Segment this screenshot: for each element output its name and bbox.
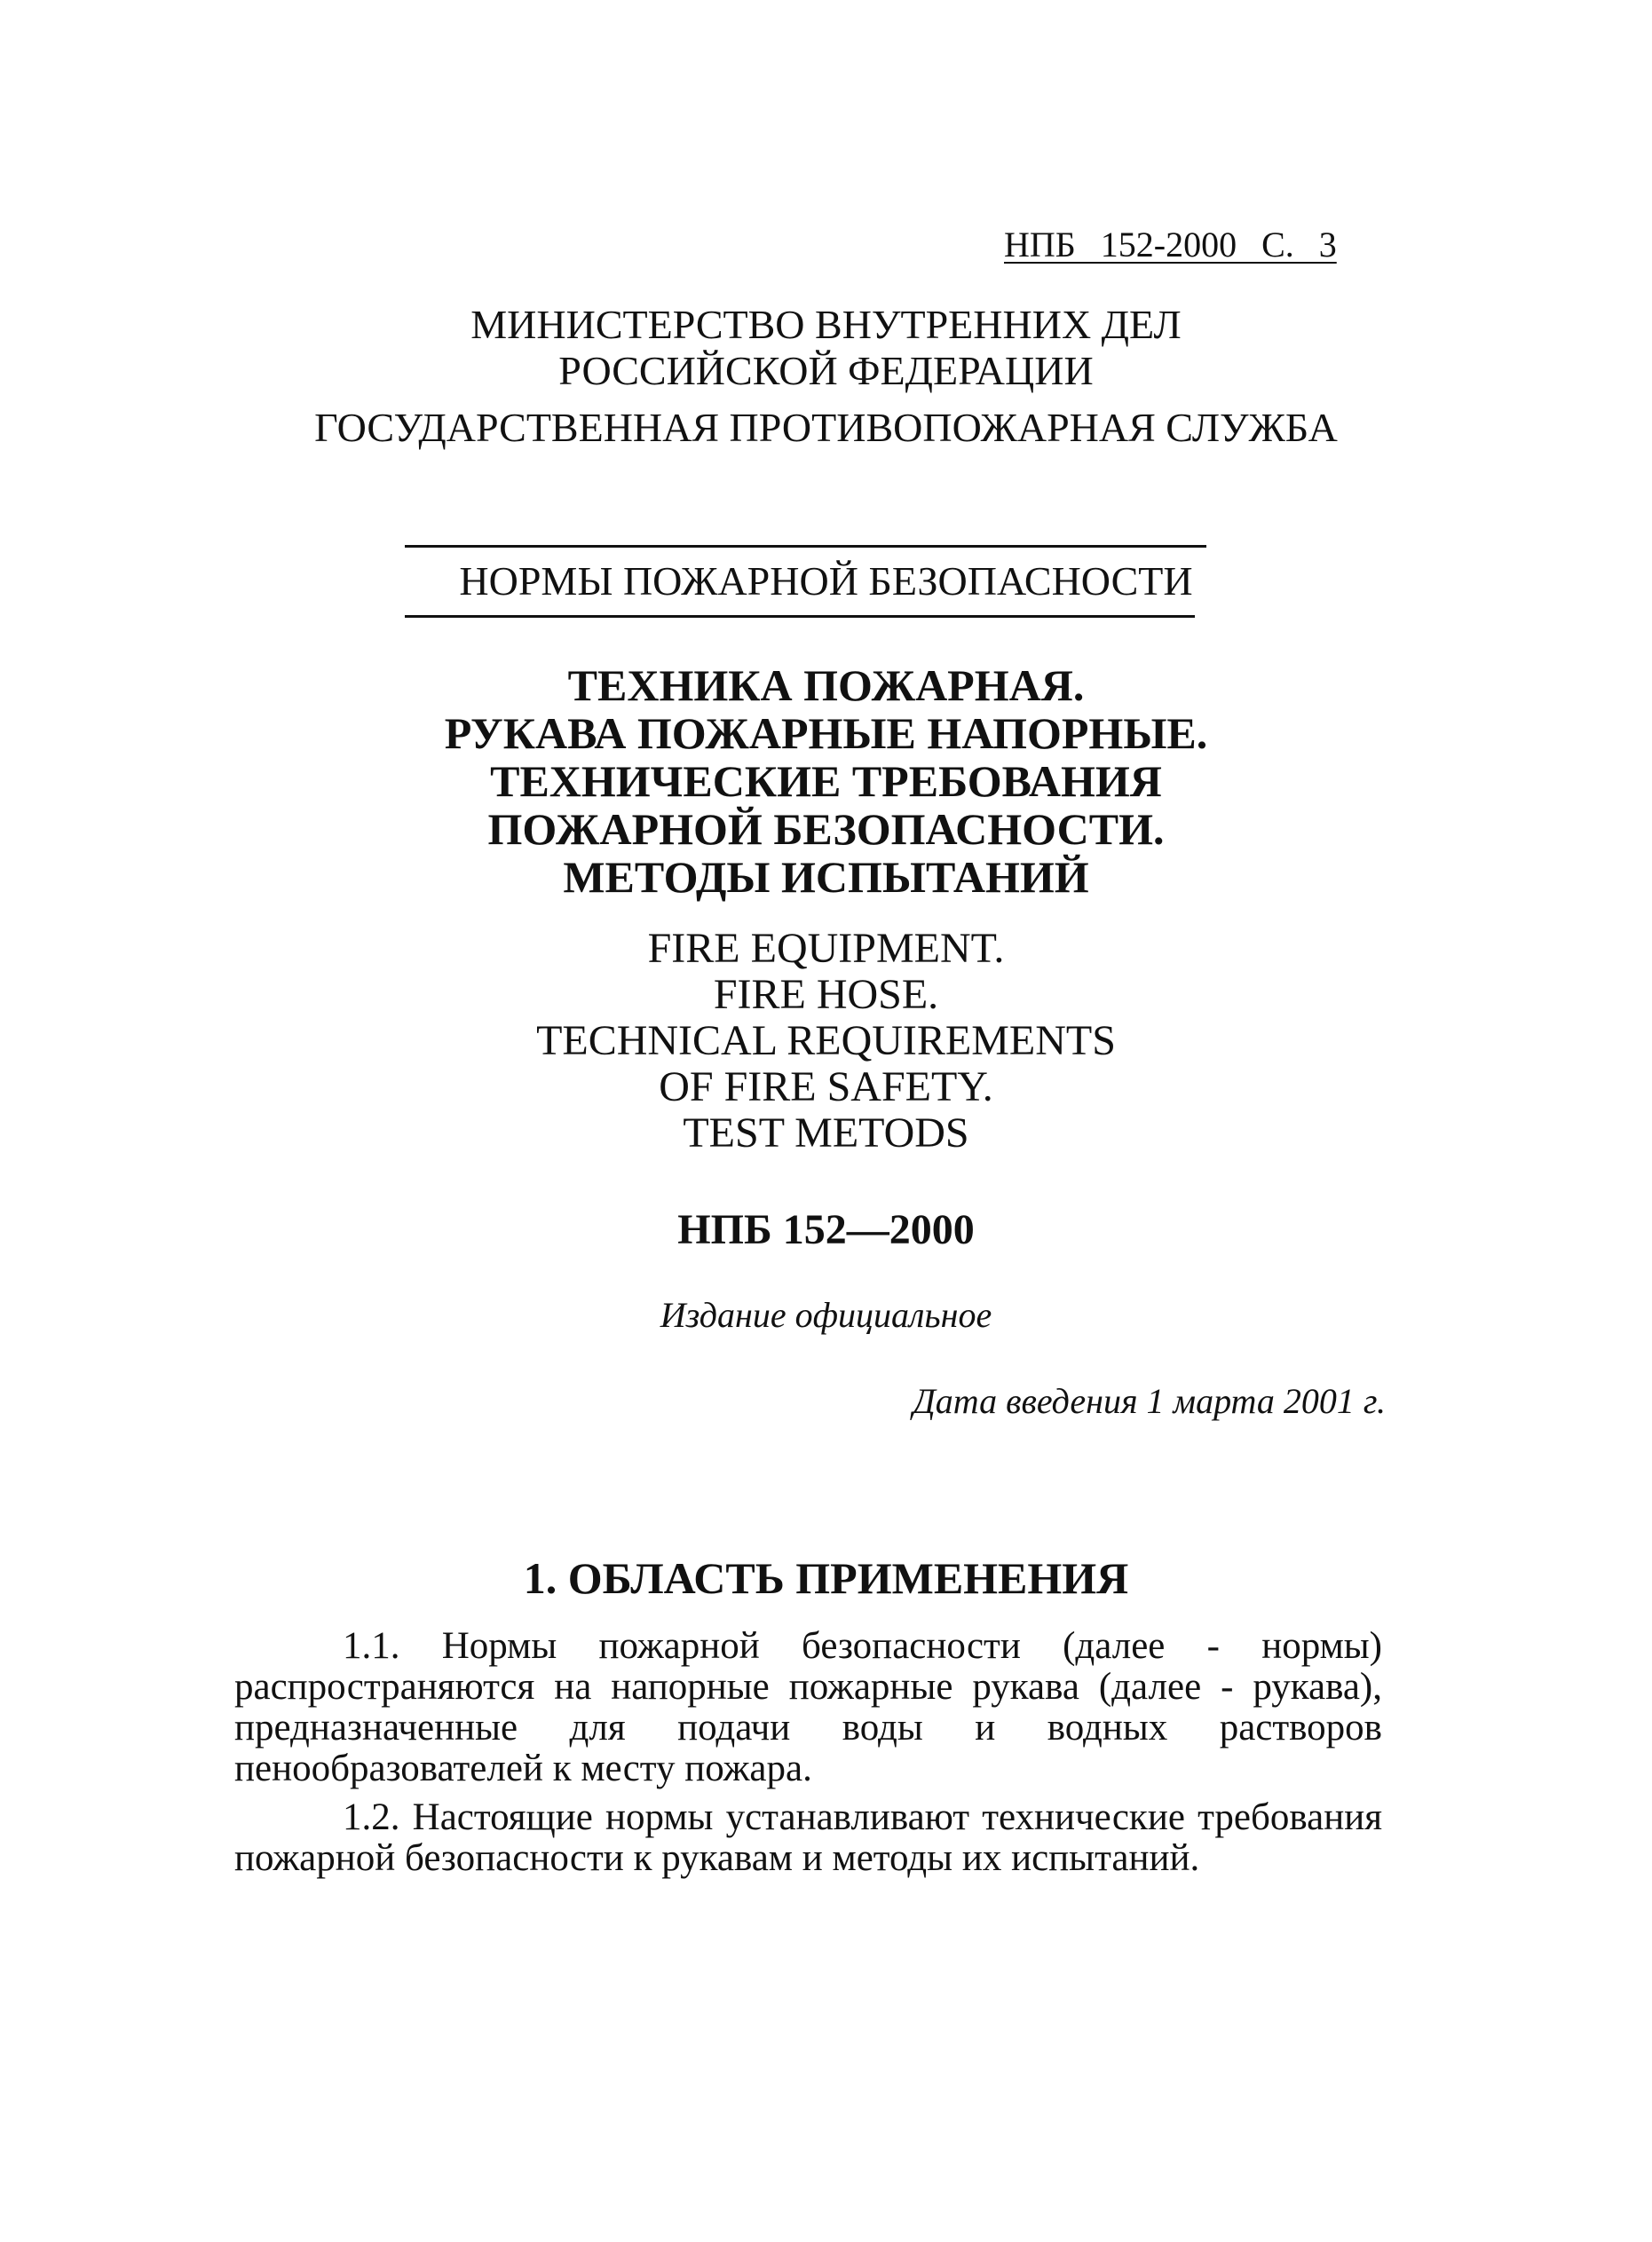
ministry-line-2: РОССИЙСКОЙ ФЕДЕРАЦИИ [558,348,1094,393]
title-en-line: TEST METODS [683,1109,969,1157]
title-en-line: FIRE HOSE. [713,971,939,1018]
title-en-line: TECHNICAL REQUIREMENTS [536,1017,1116,1064]
document-title-en [0,926,1652,1157]
norms-title: НОРМЫ ПОЖАРНОЙ БЕЗОПАСНОСТИ [459,558,1193,604]
title-ru-line: ТЕХНИЧЕСКИЕ ТРЕБОВАНИЯ [490,756,1162,806]
paragraph-1-2 [234,1797,1382,1879]
bottom-rule [405,615,1195,618]
document-title-ru [0,661,1652,901]
paragraph-1-1 [234,1626,1382,1789]
title-en-line: FIRE EQUIPMENT. [647,925,1005,972]
paragraph-text: 1.2. Настоящие нормы устанавливают технические требования пожарной безопасности к рукавам и методы их испытаний. [234,1796,1382,1879]
top-rule [405,545,1206,548]
running-header: НПБ 152-2000 С. 3 [1004,225,1337,264]
paragraph-text: 1.1. Нормы пожарной безопасности (далее - нормы) распространяются на напорные пожарные рукава (далее - рукава), предназначенные для подачи воды и водных растворов пенообразователей к месту пожара. [234,1625,1382,1789]
title-ru-line: ТЕХНИКА ПОЖАРНАЯ. [567,660,1085,710]
edition-note: Издание официальное [660,1295,992,1335]
effective-date: Дата введения 1 марта 2001 г. [913,1381,1386,1421]
title-en-line: OF FIRE SAFETY. [659,1063,993,1110]
title-ru-line: РУКАВА ПОЖАРНЫЕ НАПОРНЫЕ. [444,708,1208,758]
service-name: ГОСУДАРСТВЕННАЯ ПРОТИВОПОЖАРНАЯ СЛУЖБА [314,405,1338,450]
title-ru-line: МЕТОДЫ ИСПЫТАНИЙ [563,852,1089,902]
ministry-name [0,302,1652,394]
title-ru-line: ПОЖАРНОЙ БЕЗОПАСНОСТИ. [487,804,1165,854]
ministry-line-1: МИНИСТЕРСТВО ВНУТРЕННИХ ДЕЛ [470,302,1182,347]
section-heading: 1. ОБЛАСТЬ ПРИМЕНЕНИЯ [523,1553,1129,1603]
document-code: НПБ 152—2000 [677,1206,975,1253]
